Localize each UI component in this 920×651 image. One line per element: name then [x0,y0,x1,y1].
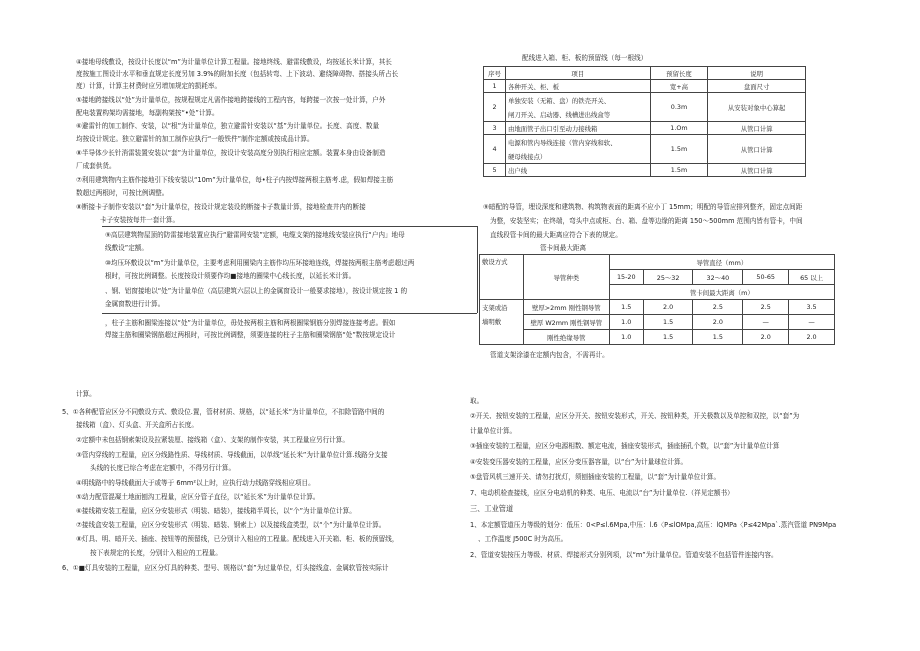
pipe-clamp-table [479,254,835,345]
paragraph-line: 配电装置构架均需接地，每副构架按“•处”计算。 [76,109,219,117]
table-cell: 从管口计算 [708,122,806,135]
table-cell: 2.0 [743,330,789,345]
table-cell: 1 [484,80,506,93]
table-cell: 硬母线接点） [505,149,650,164]
paragraph-line: 计量单位计算。 [470,427,517,435]
table-cell: 壁厚 W2mm 刚性钢导管 [523,315,609,330]
table-cell: 1.0 [609,315,643,330]
table-cell: 1.5 [609,300,643,315]
paragraph-line: 计算。 [76,390,96,398]
table-cell: 电源和管内导线连接（管内穿线和软、 [505,135,650,150]
table-cell: 1.Om [650,122,708,135]
paragraph-line: 卡子安装按每井一套计算。 [100,216,180,224]
table-header-cell: 预留长度 [650,67,708,80]
paragraph-line: 度按施工图设计水平和垂直规定长度另加 3.9%的附加长度（包括转弯、上下波动、避绕障碍物、搭接头所占长 [76,70,399,78]
table-header-cell: 50-65 [743,270,789,285]
table-cell: 壁厚>2mm 刚性钢导管 [523,300,609,315]
table-cell: 1.5m [650,164,708,177]
table-header-cell: 65 以上 [789,270,835,285]
table-row [484,80,806,93]
corner-cell: 敷设方式 [480,255,524,300]
table-cell: 单独安装（无箱、盘）的铁壳开关、 [505,93,650,108]
paragraph-line: 金属窗数进行计算。 [105,300,165,308]
group-label: 墙明敷 [482,317,502,326]
paragraph-line: 厂成套供货。 [76,162,116,170]
paragraph-line: ⑧灯具、明、暗开关、插座、按钮等的预留线，已分别计入相应的工程量。配线进入开关箱、柜、板的预留线， [76,535,399,543]
table-cell: 2.5 [743,300,789,315]
table-cell: 刚性绝缘导管 [523,330,609,345]
paragraph-line: 5、①各种配管应区分不同敷设方式、敷设位.置，管材材质、规格，以“延长米”为计量单位，不扣除管路中间的 [62,408,385,416]
table-cell: 从管口计算 [708,135,806,164]
paragraph-line: 取。 [470,397,484,405]
table-cell: 0.3m [650,93,708,122]
paragraph-line: ⑧断接卡子制作安装以“套”为计量单位，按设计规定装设的断接卡子数量计算，接地检查井内的断接 [76,203,366,211]
table-row [480,315,835,330]
table-cell: 3 [484,122,506,135]
table-cell: 1.5m [650,135,708,164]
table-header-cell: 管卡间最大距离（m） [609,285,834,300]
paragraph-line: ⑨暗配的导管，埋设深度和建筑物、构筑物表面的距离不应小丁 15mm；明配的导管应排列整齐，固定点间距 [483,203,803,211]
paragraph-line: ④接地母线敷设，按设计长度以“m”为计量单位计算工程量。接地终线、避雷线敷设，均按延长米计算，其长 [76,58,392,66]
table-header-cell: 导管直径（mm） [609,255,834,270]
paragraph-line: ②开关、按钮安装的工程量，应区分开关、按钮安装形式，开关、按钮种类，开关极数以及单控和双控，以“套”为 [470,412,800,420]
paragraph-line: 根时，可按比例调整。长度按设计须要作均■接地的圈梁中心线长度，以延长米计算。 [105,272,356,280]
paragraph-line: 焊接主筋和圈梁钢筋超过两根时，可按比例调整，须要连接的柱子主筋和圈梁钢筋“处”数按规定设计 [105,331,396,339]
table-cell: 各种开关、柜、板 [505,80,650,93]
paragraph-line: ，柱子主筋和圈梁连接以“处”为计量单位，毋处按两根主筋和两根圈梁钢筋分别焊接连接考虑。假如 [105,319,396,327]
paragraph-line: 均按设计规定。独立避雷针的加工制作应执行“一般铁件”制作定额或按成品计算。 [76,135,314,143]
paragraph-line: ⑨高层建筑物屋顶的防雷接地装置应执行“避雷网安装”定额，电缆支架的接地线安装应执行“户内」地母 [105,231,405,239]
table-cell: 宽+高 [650,80,708,93]
paragraph-line: ②定额中未包括钢索架设及拉紧装厘、接线箱（盒）、支架的制作安装，其工程量应另行计算。 [76,436,349,444]
paragraph-line: 头线的长度已综合考虑在定额中，不得另行计算。 [90,464,236,472]
table-cell: 出户线 [505,164,650,177]
table-cell: 4 [484,135,506,164]
paragraph-line: ⑥避雷针的加工制作、安装，以“根”为计量单位，独立避雷针安装以“基”为计量单位。长度、高度、数量 [76,122,380,130]
paragraph-line: ⑥接线箱安装工程量，应区分安装形式（明装、暗装），接线箱半周长，以“个”为计量单位计算。 [76,507,356,515]
table1-caption: 配线进入箱、柜、板的预留线（每一根线） [522,54,648,62]
table-cell: 5 [484,164,506,177]
table-header-cell: 序号 [484,67,506,80]
table-header-cell: 项目 [505,67,650,80]
paragraph-line: ③插座安装的工程量，应区分电源相数、额定电流，插座安装形式，插座插孔个数，以“套”为计量单位计算 [470,442,780,450]
table-row [480,330,835,345]
frame-line [477,226,478,313]
paragraph-line: ⑤接地跨接线以“处”为计量单位，按规程规定凡需作接地跨接线的工程内容，每跨接一次按一处计算，户外 [76,96,386,104]
paragraph-line: 直线段管卡间的最大距离应符合下表的规定。 [490,231,622,239]
table-cell: 从安装对象中心算起 [708,93,806,122]
table-row [480,300,835,315]
table-cell: 2.5 [693,300,743,315]
table-header-cell: 导管种类 [523,255,609,300]
paragraph-line: 为整，安装坚实；在终端，弯头中点或柜、台、箱、盘等边缘的距离 150～500mm 范围内皆有管卡，中间 [490,217,803,225]
paragraph-line: ③管内穿线的工程量，应区分线路性质、导线材质、导线截面，以单线“延长米”为计量单位计算.线路分支接 [76,451,388,459]
paragraph-line: 按下表规定的长度，分别计入相应的工程量。 [90,549,222,557]
table-header-cell: 25～32 [643,270,693,285]
table-cell: — [789,315,835,330]
table2-caption: 管卡间最大距离 [540,244,587,252]
paragraph-line: ④安装变压器安装的工程量，应区分变压器容量，以“台”为计量球位计算。 [470,458,688,466]
table-cell: 2.0 [643,300,693,315]
table-cell: 1.5 [643,315,693,330]
table-row [484,93,806,108]
paragraph-line: ⑩均压环敷设以“m”为计量单位，主要考虑利用圈梁内主筋作均压环接地连线，焊接按两根主筋考虑超过两 [105,259,415,267]
frame-line [102,226,477,227]
table-header-cell: 15-20 [609,270,643,285]
group-cell [480,300,524,330]
paragraph-line: 7、电动机检查接线，应区分电动机的种类、电压、电流以“台”为计量单位.（祥见定额书） [470,489,734,497]
table-row [484,135,806,150]
frame-line [102,313,477,314]
table-cell: — [743,315,789,330]
table-cell: 1.0 [609,330,643,345]
table2-note: 管道支架涂漆在定额内包含，不需再计。 [490,351,609,359]
table-header-cell: 说明 [708,67,806,80]
table-cell: 1.5 [693,330,743,345]
paragraph-line: ④明线路中的导线截面大于或等于 6mm²以上时，应执行动力线路穿线相应项目。 [76,479,315,487]
paragraph-line: ⑧半导体少长针消雷装置安装以“套”为计量单位，按设计安装高度分别执行相应定额。装置本身由设备制造 [76,149,386,157]
table-cell: 由地面管子出口引至动力接线箱 [505,122,650,135]
table-cell: 3.5 [789,300,835,315]
paragraph-line: ⑤盘管风机三速开关、请勿打扰灯，须刨插座安装的工程量，以“套”为计量单位计算。 [470,473,721,481]
table-cell: 2.0 [693,315,743,330]
paragraph-line: 线敷设”定额。 [105,244,148,252]
table-cell: 2 [484,93,506,122]
paragraph-line: 、工作温度 J500C 时为高压。 [478,535,568,543]
table-header-row [484,67,806,80]
paragraph-line: 、钢、铝窗接地以“处”为计量单位（高层建筑六层以上的金属窗设计一般要求接地），按设计规定按 1 的 [105,287,408,295]
group-cell [480,330,524,345]
table-cell: 2.0 [789,330,835,345]
table-header-row [480,255,835,270]
paragraph-line: 2、管道安装按压力等级、材质、焊接形式分别列项，以“m”为计量单位。管道安装不包括管件连接内容。 [470,551,778,559]
paragraph-line: ⑦利用建筑物内主筋作接地引下线安装以“10m”为计量单位，每•柱子内按焊接两根主筋考.虑，假如焊接主筋 [76,176,394,184]
table-cell: 从管口计算 [708,164,806,177]
paragraph-line: ⑦接线盒安装工程量，应区分安装形式（明装、暗装、钢索上）以及接线盒类型，以“个”为计量单位计算。 [76,521,386,529]
table-row [484,122,806,135]
paragraph-line: 接线箱（盒）、灯头盒、开关盒所占长度。 [76,421,198,429]
table-row [484,164,806,177]
group-label: 支架或沿 [482,303,508,312]
table-cell: 盘面尺寸 [708,80,806,93]
paragraph-line: 度）计算，计算主材费时应另增加规定的损耗率。 [76,82,222,90]
table-cell: 闸刀开关、启动器、线槽进出线盒等 [505,107,650,122]
paragraph-line: 1、本定额管道压力等级的划分：低压：0<P≤l.6Mpa,中压：l.6〈P≤lOMpa,高压：lQMPa〈P≤42Mpa`.蒸汽管道 PN9Mpa [470,521,837,529]
paragraph-line: ⑤动力配管混凝土地面刨沟工程量，应区分管子直径，以“延长米”为计量单位计算。 [76,493,320,501]
paragraph-line: 数超过两根时，可按比例调整。 [76,189,169,197]
table-cell: 1.5 [643,330,693,345]
paragraph-line: 6、①■灯具安装的工程量，应区分灯具的种类、型号、规格以“套”为过量单位，灯头接线盒、金属软管按实际计 [62,564,389,572]
table-header-cell: 32～40 [693,270,743,285]
reserved-wire-table [483,66,806,177]
section-heading: 三、工业管道 [470,504,514,513]
